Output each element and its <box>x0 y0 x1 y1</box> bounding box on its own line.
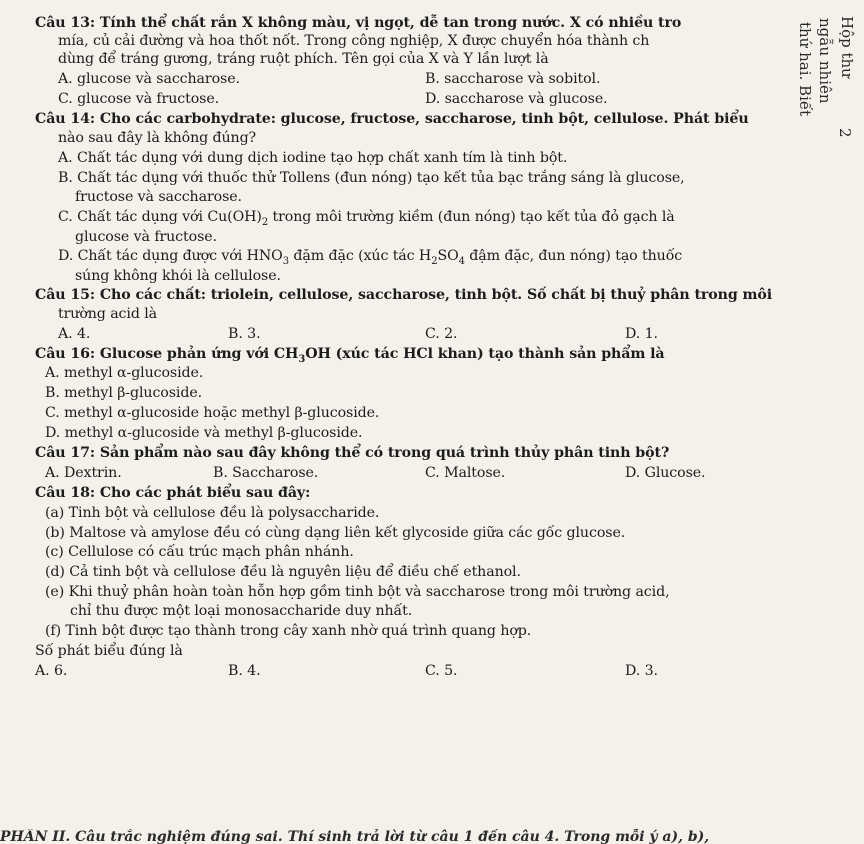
side-rotated-text <box>788 10 858 180</box>
q18-statement-f: (f) Tinh bột được tạo thành trong cây xanh nhờ quá trình quang hợp. <box>45 623 532 639</box>
side-text-3: thứ hai. Biết <box>796 22 814 117</box>
q13-stem-line2: mía, củ cải đường và hoa thốt nốt. Trong công nghiệp, X được chuyển hóa thành ch <box>58 33 650 49</box>
q15-option-d: D. 1. <box>625 326 658 342</box>
q16-option-a: A. methyl α-glucoside. <box>45 365 204 381</box>
q15-option-a: A. 4. <box>58 326 91 342</box>
section-heading-cutoff: PHẦN II. Câu trắc nghiệm đúng sai. Thí sinh trả lời từ câu 1 đến câu 4. Trong mỗi ý a), b), <box>0 829 710 844</box>
q18-stem: Câu 18: Cho các phát biểu sau đây: <box>35 485 311 501</box>
q14-option-a: A. Chất tác dụng với dung dịch iodine tạo hợp chất xanh tím là tinh bột. <box>58 150 568 166</box>
q13-stem-line1: Câu 13: Tính thể chất rắn X không màu, vị ngọt, dễ tan trong nước. X có nhiều tro <box>35 15 682 31</box>
q14-option-b-line2: fructose và saccharose. <box>75 189 242 205</box>
q18-statement-a: (a) Tinh bột và cellulose đều là polysaccharide. <box>45 505 380 521</box>
q16-option-d: D. methyl α-glucoside và methyl β-glucoside. <box>45 425 363 441</box>
q14-stem-line2: nào sau đây là không đúng? <box>58 130 257 146</box>
q18-option-d: D. 3. <box>625 663 658 679</box>
q13-option-d: D. saccharose và glucose. <box>425 91 608 107</box>
q17-option-b: B. Saccharose. <box>213 465 319 481</box>
q18-statement-d: (d) Cả tinh bột và cellulose đều là nguyên liệu để điều chế ethanol. <box>45 564 521 580</box>
q13-option-a: A. glucose và saccharose. <box>58 71 240 87</box>
q16-option-c: C. methyl α-glucoside hoặc methyl β-glucoside. <box>45 405 380 421</box>
side-text-4: 2 <box>836 128 854 138</box>
side-text-2: ngẫu nhiên <box>816 18 834 104</box>
q15-option-c: C. 2. <box>425 326 458 342</box>
q13-option-b: B. saccharose và sobitol. <box>425 71 601 87</box>
q18-option-a: A. 6. <box>35 663 68 679</box>
q15-stem-line1: Câu 15: Cho các chất: triolein, cellulose, saccharose, tinh bột. Số chất bị thuỷ phân trong môi <box>35 287 773 303</box>
q13-stem-line3: dùng để tráng gương, tráng ruột phích. Tên gọi của X và Y lần lượt là <box>58 51 549 67</box>
q17-option-c: C. Maltose. <box>425 465 506 481</box>
side-text-1: Hộp thư <box>838 16 856 78</box>
q18-statement-b: (b) Maltose và amylose đều có cùng dạng liên kết glycoside giữa các gốc glucose. <box>45 525 626 541</box>
q17-stem: Câu 17: Sản phẩm nào sau đây không thể có trong quá trình thủy phân tinh bột? <box>35 445 670 461</box>
q14-stem-line1: Câu 14: Cho các carbohydrate: glucose, fructose, saccharose, tinh bột, cellulose. Phát biểu <box>35 111 749 127</box>
q14-option-b-line1: B. Chất tác dụng với thuốc thử Tollens (đun nóng) tạo kết tủa bạc trắng sáng là glucose, <box>58 170 685 186</box>
q17-option-d: D. Glucose. <box>625 465 706 481</box>
q16-stem: Câu 16: Glucose phản ứng với $CH_3OH$ (xúc tác HCl khan) tạo thành sản phẩm là <box>35 346 665 365</box>
q18-statement-e-line2: chỉ thu được một loại monosaccharide duy nhất. <box>70 603 413 619</box>
q18-option-c: C. 5. <box>425 663 458 679</box>
q14-option-d-line1: D. Chất tác dụng được với $HNO_3$ đặm đặc (xúc tác $H_2SO_4$ đậm đặc, đun nóng) tạo thuốc <box>58 248 683 267</box>
q16-option-b: B. methyl β-glucoside. <box>45 385 203 401</box>
q14-option-d-line2: súng không khói là cellulose. <box>75 268 281 284</box>
q13-option-c: C. glucose và fructose. <box>58 91 220 107</box>
q17-option-a: A. Dextrin. <box>45 465 122 481</box>
q15-option-b: B. 3. <box>228 326 261 342</box>
q18-option-b: B. 4. <box>228 663 261 679</box>
q15-stem-line2: trường acid là <box>58 306 158 322</box>
q18-statement-c: (c) Cellulose có cấu trúc mạch phân nhánh. <box>45 544 354 560</box>
q14-option-c-line1: C. Chất tác dụng với $Cu(OH)_2$ trong môi trường kiềm (đun nóng) tạo kết tủa đỏ gạch là <box>58 209 675 228</box>
q18-count-prompt: Số phát biểu đúng là <box>35 643 183 659</box>
q18-statement-e-line1: (e) Khi thuỷ phân hoàn toàn hỗn hợp gồm tinh bột và saccharose trong môi trường acid, <box>45 584 670 600</box>
q14-option-c-line2: glucose và fructose. <box>75 229 217 245</box>
